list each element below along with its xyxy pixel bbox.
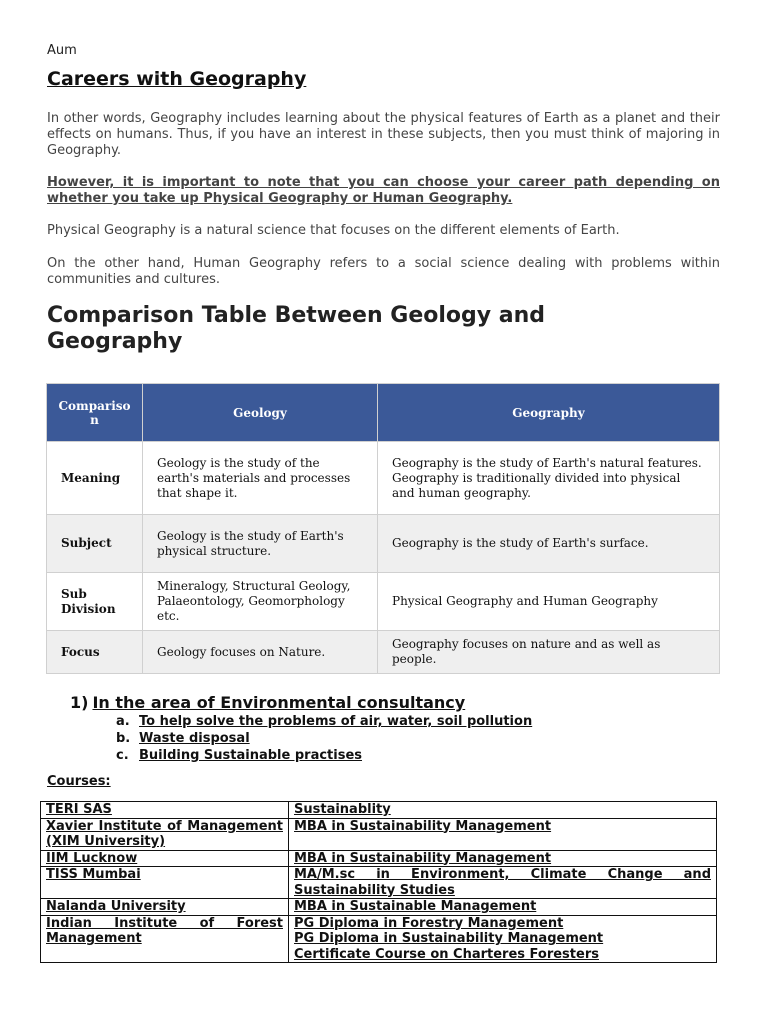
geography-cell: Geography focuses on nature and as well as people. (378, 631, 720, 674)
table-row (41, 915, 717, 963)
institute-cell: TERI SAS (41, 802, 289, 819)
section-title: In the area of Environmental consultancy (92, 693, 466, 712)
program-cell: MBA in Sustainability Management (289, 818, 717, 850)
section-number: 1) (70, 693, 89, 712)
row-label: Subject (47, 515, 143, 573)
table-row (41, 802, 717, 819)
table-row (41, 818, 717, 850)
physical-geography-paragraph: Physical Geography is a natural science that focuses on the different elements of Earth. (47, 223, 620, 238)
geology-cell: Geology is the study of Earth's physical structure. (143, 515, 378, 573)
comparison-heading: Comparison Table Between Geology and Geography (47, 303, 546, 354)
courses-heading: Courses: (47, 774, 111, 789)
section-heading (70, 693, 465, 712)
list-item-text: To help solve the problems of air, water, soil pollution (139, 714, 533, 729)
program-cell: MBA in Sustainability Management (289, 850, 717, 867)
table-row (47, 515, 720, 573)
list-marker: c. (116, 748, 129, 763)
institute-cell: Indian Institute of Forest Management (41, 915, 289, 963)
geography-cell: Physical Geography and Human Geography (378, 573, 720, 631)
table-row (47, 631, 720, 674)
institute-cell: Xavier Institute of Management (XIM University) (41, 818, 289, 850)
list-marker: a. (116, 714, 130, 729)
row-label: Sub Division (47, 573, 143, 631)
program-line: Certificate Course on Charteres Foresters (294, 946, 599, 962)
geology-cell: Geology focuses on Nature. (143, 631, 378, 674)
list-item-text: Waste disposal (139, 731, 250, 746)
institute-cell: IIM Lucknow (41, 850, 289, 867)
table-row (47, 573, 720, 631)
row-label: Focus (47, 631, 143, 674)
table-row (41, 899, 717, 916)
program-line: PG Diploma in Sustainability Management (294, 931, 604, 946)
geology-cell: Geology is the study of the earth's materials and processes that shape it. (143, 442, 378, 515)
list-item-text: Building Sustainable practises (139, 748, 363, 763)
program-cell (289, 915, 717, 963)
institute-cell: TISS Mumbai (41, 867, 289, 899)
geology-cell: Mineralogy, Structural Geology, Palaeontology, Geomorphology etc. (143, 573, 378, 631)
program-line: PG Diploma in Forestry Management (294, 915, 564, 931)
author-name: Aum (47, 43, 77, 58)
institute-cell: Nalanda University (41, 899, 289, 916)
table-row (41, 867, 717, 899)
comparison-table (46, 383, 720, 674)
table-row (41, 850, 717, 867)
page-title: Careers with Geography (47, 68, 307, 90)
courses-table (40, 801, 717, 963)
program-cell: MBA in Sustainable Management (289, 899, 717, 916)
program-cell: MA/M.sc in Environment, Climate Change and Sustainability Studies (289, 867, 717, 899)
list-item (116, 731, 250, 746)
list-item (116, 748, 362, 763)
geography-cell: Geography is the study of Earth's surface. (378, 515, 720, 573)
table-row (47, 442, 720, 515)
header-geography: Geography (378, 384, 720, 442)
intro-paragraph: In other words, Geography includes learning about the physical features of Earth as a planet and their effects on humans. Thus, if you have an interest in these subjects, then you must think of majoring in Geography. (47, 111, 720, 158)
program-cell: Sustainablity (289, 802, 717, 819)
comparison-header-row (47, 384, 720, 442)
geography-cell: Geography is the study of Earth's natural features. Geography is traditionally divided into physical and human geography. (378, 442, 720, 515)
list-item (116, 714, 532, 729)
human-geography-paragraph: On the other hand, Human Geography refers to a social science dealing with problems within communities and cultures. (47, 256, 720, 287)
list-marker: b. (116, 731, 131, 746)
header-geology: Geology (143, 384, 378, 442)
header-comparison: Comparison (47, 384, 143, 442)
row-label: Meaning (47, 442, 143, 515)
career-path-note: However, it is important to note that you can choose your career path depending on whether you take up Physical Geography or Human Geography. (47, 175, 720, 206)
